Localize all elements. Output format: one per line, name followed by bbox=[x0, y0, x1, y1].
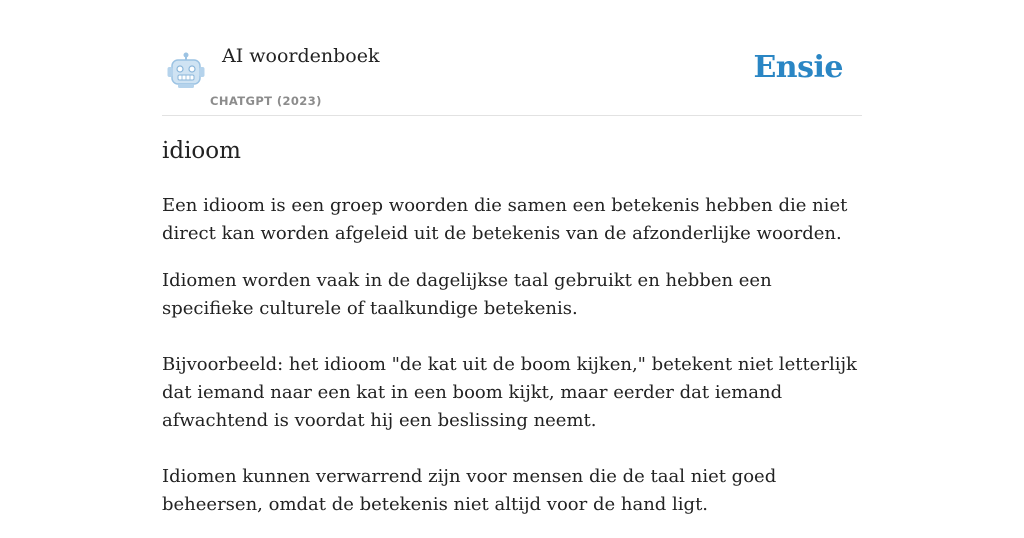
definition-paragraph: Een idioom is een groep woorden die samen een betekenis hebben die niet direct kan worden afgeleid uit de betekenis van de afzonderlijke woorden. bbox=[162, 195, 848, 244]
entry-header bbox=[162, 0, 862, 116]
definition-paragraph: Idiomen kunnen verwarrend zijn voor mensen die de taal niet goed beheersen, omdat de betekenis niet altijd voor de hand ligt. bbox=[162, 466, 777, 515]
definition-paragraph: Idiomen worden vaak in de dagelijkse taal gebruikt en hebben een specifieke culturele of taalkundige betekenis. bbox=[162, 270, 772, 319]
source-name[interactable]: AI woordenboek bbox=[222, 45, 380, 67]
definition-paragraph: Bijvoorbeeld: het idioom "de kat uit de boom kijken," betekent niet letterlijk dat iemand naar een kat in een boom kijkt, maar eerder dat iemand afwachtend is voordat hij een beslissing neemt. bbox=[162, 354, 857, 431]
ensie-logo[interactable]: Ensie bbox=[753, 50, 843, 85]
robot-icon bbox=[166, 52, 206, 90]
source-meta: CHATGPT (2023) bbox=[210, 94, 322, 108]
page bbox=[162, 0, 862, 515]
entry-definition bbox=[162, 192, 862, 538]
entry-term: idioom bbox=[162, 138, 241, 164]
